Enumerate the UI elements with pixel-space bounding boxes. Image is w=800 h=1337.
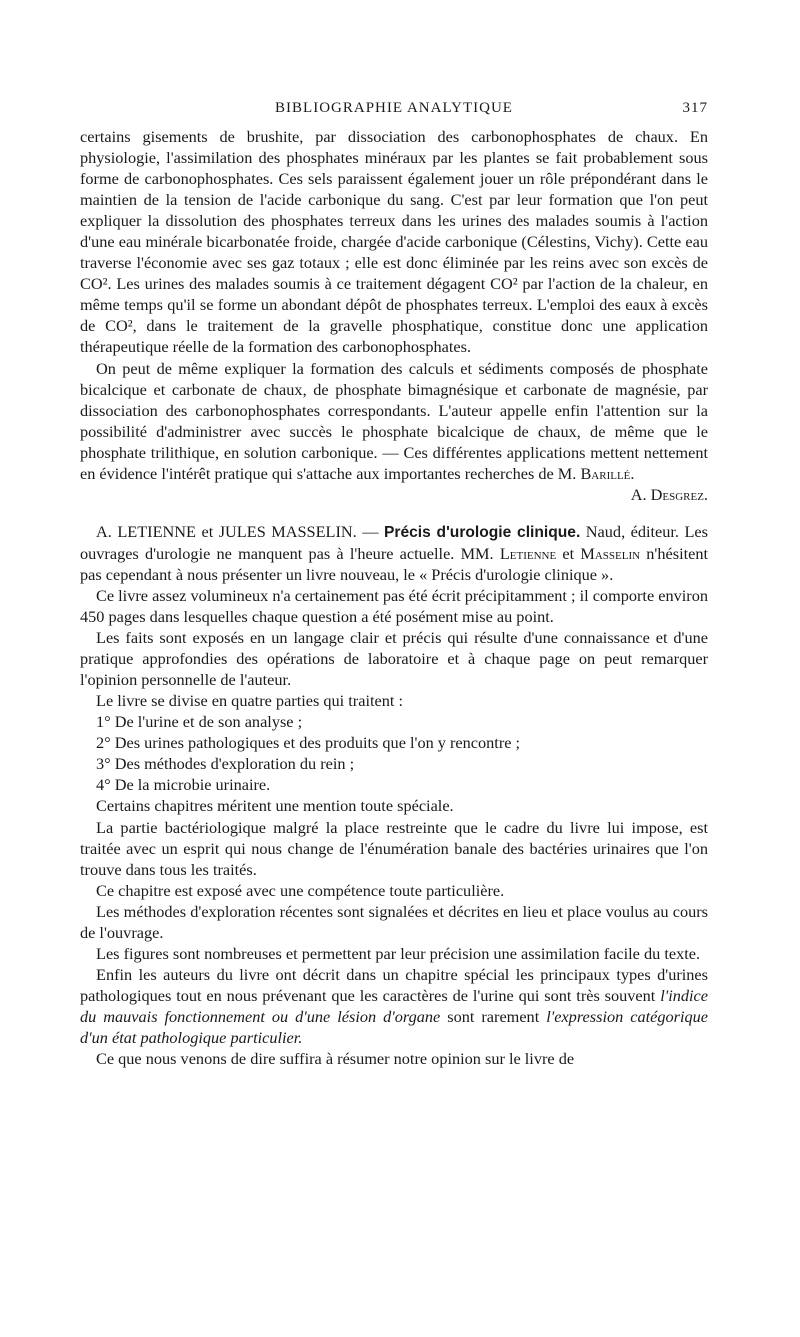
- review2-paragraph-8: Les méthodes d'exploration récentes sont signalées et décrites en lieu et place voulus au cours de l'ouvrage.: [80, 901, 708, 942]
- review2-paragraph-2: Ce livre assez volumineux n'a certainement pas été écrit précipitamment ; il comporte environ 450 pages dans lesquelles chaque question a été posément mise au point.: [80, 585, 708, 627]
- review1-paragraph-2-text: On peut de même expliquer la formation des calculs et sédiments composés de phosphate bicalcique et carbonate de chaux, de phosphate bimagnésique et carbonate de magnésie, par dissociation des carbonophosphates correspondants. L'auteur appelle enfin l'attention sur la possibilité d'administrer avec succès le phosphate bicalcique de chaux, de même que le phosphate trilithique, en solution carbonique. — Ces différentes applications mettent nettement en évidence l'intérêt pratique qui s'attache aux importantes recherches de M.: [80, 358, 708, 483]
- review1-paragraph-2: [80, 358, 708, 484]
- list-item: 1° De l'urine et de son analyse ;: [96, 712, 303, 732]
- review1-signature-line: [80, 484, 708, 505]
- list-item: 4° De la microbie urinaire.: [96, 775, 271, 795]
- review2-parts-list: [80, 711, 708, 795]
- list-item: 3° Des méthodes d'exploration du rein ;: [96, 754, 355, 774]
- review2-heading-paragraph: [80, 521, 708, 585]
- author-name-letienne: Letienne: [499, 543, 557, 563]
- review2-book-title: Précis d'urologie clinique.: [383, 523, 581, 541]
- review1-paragraph-1: certains gisements de brushite, par dissociation des carbonophosphates de chaux. En physiologie, l'assimilation des phosphates minéraux par les plantes se fait probablement sous forme de carbonophosphates. Ces sels paraissent également jouer un rôle prépondérant dans le maintien de la tension de l'acide carbonique du sang. C'est par leur formation que l'on peut expliquer la dissolution des phosphates terreux dans les urines des malades soumis à l'action d'une eau minérale bicarbonatée froide, chargée d'acide carbonique (Célestins, Vichy). Cette eau traverse l'économie avec ses gaz totaux ; elle est donc éliminée par les reins avec son excès de CO². Les urines des malades soumis à ce traitement dégagent CO² par l'action de la chaleur, en même temps qu'il se forme un abondant dépôt de phosphates terreux. L'emploi des eaux à excès de CO², dans le traitement de la gravelle phosphatique, constitue donc une application thérapeutique réelle de la formation des carbonophosphates.: [80, 127, 708, 357]
- review2-paragraph-10-b: sont rarement: [440, 1006, 547, 1026]
- review2-paragraph-5: Certains chapitres méritent une mention toute spéciale.: [96, 796, 454, 816]
- running-title: BIBLIOGRAPHIE ANALYTIQUE: [275, 100, 513, 116]
- list-item: 2° Des urines pathologiques et des produits que l'on y rencontre ;: [96, 733, 521, 753]
- review2-paragraph-10-italic-2: l'expression catégorique d'un état pathologique particulier.: [80, 1006, 709, 1047]
- review2-paragraph-10: [80, 964, 708, 1048]
- review2-intro-b: et: [556, 543, 581, 563]
- review2-paragraph-6: La partie bactériologique malgré la place restreinte que le cadre du livre lui impose, est traitée avec un esprit qui nous change de l'énumération banale des bactéries urinaires que l'on trouve dans tous les traités.: [80, 817, 708, 879]
- review2-paragraph-10-a: Enfin les auteurs du livre ont décrit dans un chapitre spécial les principaux types d'urines pathologiques tout en nous prévenant que les caractères de l'urine qui sont très souvent: [80, 964, 708, 1005]
- review1-signature: A. Desgrez.: [630, 484, 708, 504]
- review2-paragraph-4: Le livre se divise en quatre parties qui traitent :: [96, 691, 403, 711]
- review2-paragraph-10-italic-1: l'indice du mauvais fonctionnement ou d'une lésion d'organe: [80, 985, 708, 1026]
- author-name-masselin: Masselin: [580, 543, 641, 563]
- review2-paragraph-3: Les faits sont exposés en un langage clair et précis qui résulte d'une connaissance et d'une pratique approfondies des opérations de laboratoire et à chaque page on peut remarquer l'opinion personnelle de l'auteur.: [80, 628, 708, 690]
- review2-paragraph-11: Ce que nous venons de dire suffira à résumer notre opinion sur le livre de: [96, 1049, 575, 1069]
- review2-authors: A. LETIENNE et JULES MASSELIN. —: [96, 521, 384, 541]
- person-name-barille: Barillé.: [580, 463, 635, 483]
- review2-intro-c: n'hésitent pas cependant à nous présenter un livre nouveau, le « Précis d'urologie clinique ».: [80, 543, 709, 584]
- review2-paragraph-7: Ce chapitre est exposé avec une compétence toute particulière.: [96, 880, 505, 900]
- review2-paragraph-9: Les figures sont nombreuses et permettent par leur précision une assimilation facile du texte.: [96, 943, 701, 963]
- page-number: 317: [682, 100, 708, 116]
- review2-intro-a: Naud, éditeur. Les ouvrages d'urologie ne manquent pas à l'heure actuelle. MM.: [80, 521, 708, 563]
- page-body: [80, 126, 708, 1069]
- page-header: [80, 100, 708, 124]
